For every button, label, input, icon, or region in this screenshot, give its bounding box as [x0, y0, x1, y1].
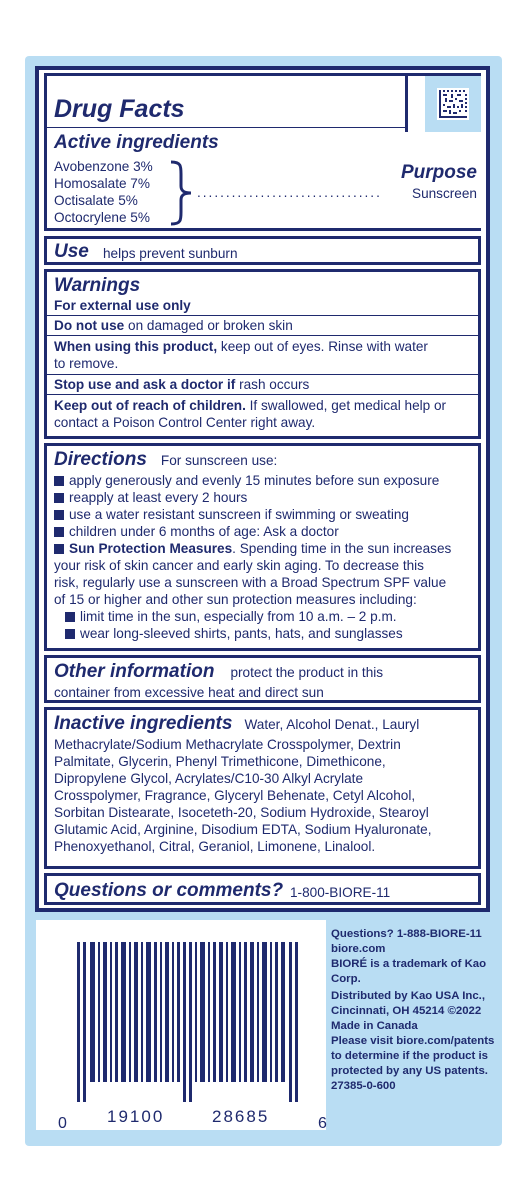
info-line: Distributed by Kao USA Inc., [331, 990, 486, 1002]
stop-use-text: Stop use and ask a doctor if rash occurs [54, 377, 310, 392]
sun-protection-text: Sun Protection Measures. Spending time in the sun increases your risk of skin cancer and early skin aging. To decrease this risk, regularly use a sunscreen with a Broad Spectrum SPF value of 15 or higher and other sun protection measures including: [54, 541, 452, 607]
qr-code-box [425, 76, 481, 132]
ingredient-item: Octocrylene 5% [54, 210, 150, 225]
barcode-icon [74, 942, 314, 1102]
barcode-digits-right: 28685 [212, 1107, 270, 1126]
do-not-use-text: Do not use on damaged or broken skin [54, 318, 293, 333]
active-ingredients-heading: Active ingredients [54, 132, 219, 153]
inactive-line: Palmitate, Glycerin, Phenyl Trimethicone, Dimethicone, [54, 754, 386, 769]
curly-brace-icon [167, 160, 197, 226]
inactive-line: Dipropylene Glycol, Acrylates/C10-30 Alkyl Acrylate [54, 771, 364, 786]
directions-section [44, 443, 481, 651]
direction-bullet: reapply at least every 2 hours [54, 489, 474, 506]
direction-bullet: use a water resistant sunscreen if swimming or sweating [54, 506, 474, 523]
inactive-ingredients-heading: Inactive ingredients [54, 713, 233, 734]
drug-facts-label [35, 66, 490, 912]
use-section [44, 236, 481, 265]
other-information-heading: Other information [54, 661, 215, 682]
other-information-section [44, 655, 481, 703]
inactive-line: Methacrylate/Sodium Methacrylate Crosspolymer, Dextrin [54, 737, 401, 752]
active-ingredients-section [44, 73, 481, 231]
divider [47, 127, 405, 128]
sub-bullet: wear long-sleeved shirts, pants, hats, and sunglasses [54, 625, 474, 642]
use-text: helps prevent sunburn [103, 246, 238, 261]
ingredient-item: Octisalate 5% [54, 193, 138, 208]
keep-out-text: Keep out of reach of children. If swallowed, get medical help or contact a Poison Control Center right away. [54, 398, 447, 430]
ingredient-item: Homosalate 7% [54, 176, 150, 191]
barcode-digit: 0 [58, 1115, 67, 1132]
warnings-heading: Warnings [54, 275, 141, 296]
purpose-text: Sunscreen [412, 186, 477, 201]
active-ingredients-list [54, 158, 153, 226]
direction-bullet: apply generously and evenly 15 minutes before sun exposure [54, 472, 474, 489]
info-line: protected by any US patents. [331, 1065, 488, 1077]
title-box [47, 76, 408, 132]
info-line: Cincinnati, OH 45214 ©2022 [331, 1005, 482, 1017]
inactive-line: Phenoxyethanol, Citral, Geraniol, Limonene, Linalool. [54, 839, 376, 854]
sub-bullet: limit time in the sun, especially from 10 a.m. – 2 p.m. [54, 608, 474, 625]
purpose-heading: Purpose [400, 162, 477, 183]
questions-section [44, 873, 481, 905]
inactive-line: Crosspolymer, Fragrance, Glyceryl Behenate, Cetyl Alcohol, [54, 788, 416, 803]
info-line: biore.com [331, 943, 386, 955]
other-information-text-2: container from excessive heat and direct sun [54, 685, 324, 700]
barcode-digits-left: 19100 [107, 1107, 165, 1126]
inactive-line: Glutamic Acid, Arginine, Disodium EDTA, Sodium Hyaluronate, [54, 822, 432, 837]
datamatrix-icon [425, 76, 481, 132]
directions-heading: Directions [54, 449, 147, 470]
questions-heading: Questions or comments? [54, 880, 284, 901]
info-line: to determine if the product is [331, 1050, 488, 1062]
inactive-first-line: Water, Alcohol Denat., Lauryl [244, 717, 420, 732]
ingredient-item: Avobenzone 3% [54, 159, 153, 174]
info-line: BIORÉ is a trademark of Kao [331, 958, 487, 970]
questions-phone: 1-800-BIORE-11 [290, 885, 391, 900]
info-line: Made in Canada [331, 1020, 418, 1032]
inactive-line: Sorbitan Distearate, Isoceteth-20, Sodium Hydroxide, Stearoyl [54, 805, 429, 820]
warnings-section [44, 269, 481, 439]
external-use-text: For external use only [54, 298, 191, 313]
info-line: 27385-0-600 [331, 1080, 396, 1092]
info-line: Questions? 1-888-BIORE-11 [331, 928, 482, 940]
leader-dots: ................................ [197, 185, 382, 200]
direction-bullet: children under 6 months of age: Ask a doctor [54, 523, 474, 540]
inactive-ingredients-section [44, 707, 481, 869]
directions-intro: For sunscreen use: [160, 453, 278, 468]
info-line: Please visit biore.com/patents [331, 1035, 495, 1047]
info-line: Corp. [331, 973, 361, 985]
use-heading: Use [54, 241, 89, 262]
other-information-text: protect the product in this [230, 665, 384, 680]
barcode-digit: 6 [318, 1115, 327, 1132]
when-using-text: When using this product, keep out of eyes. Rinse with water to remove. [54, 339, 428, 371]
page-title: Drug Facts [54, 95, 185, 123]
manufacturer-info [331, 927, 496, 1094]
